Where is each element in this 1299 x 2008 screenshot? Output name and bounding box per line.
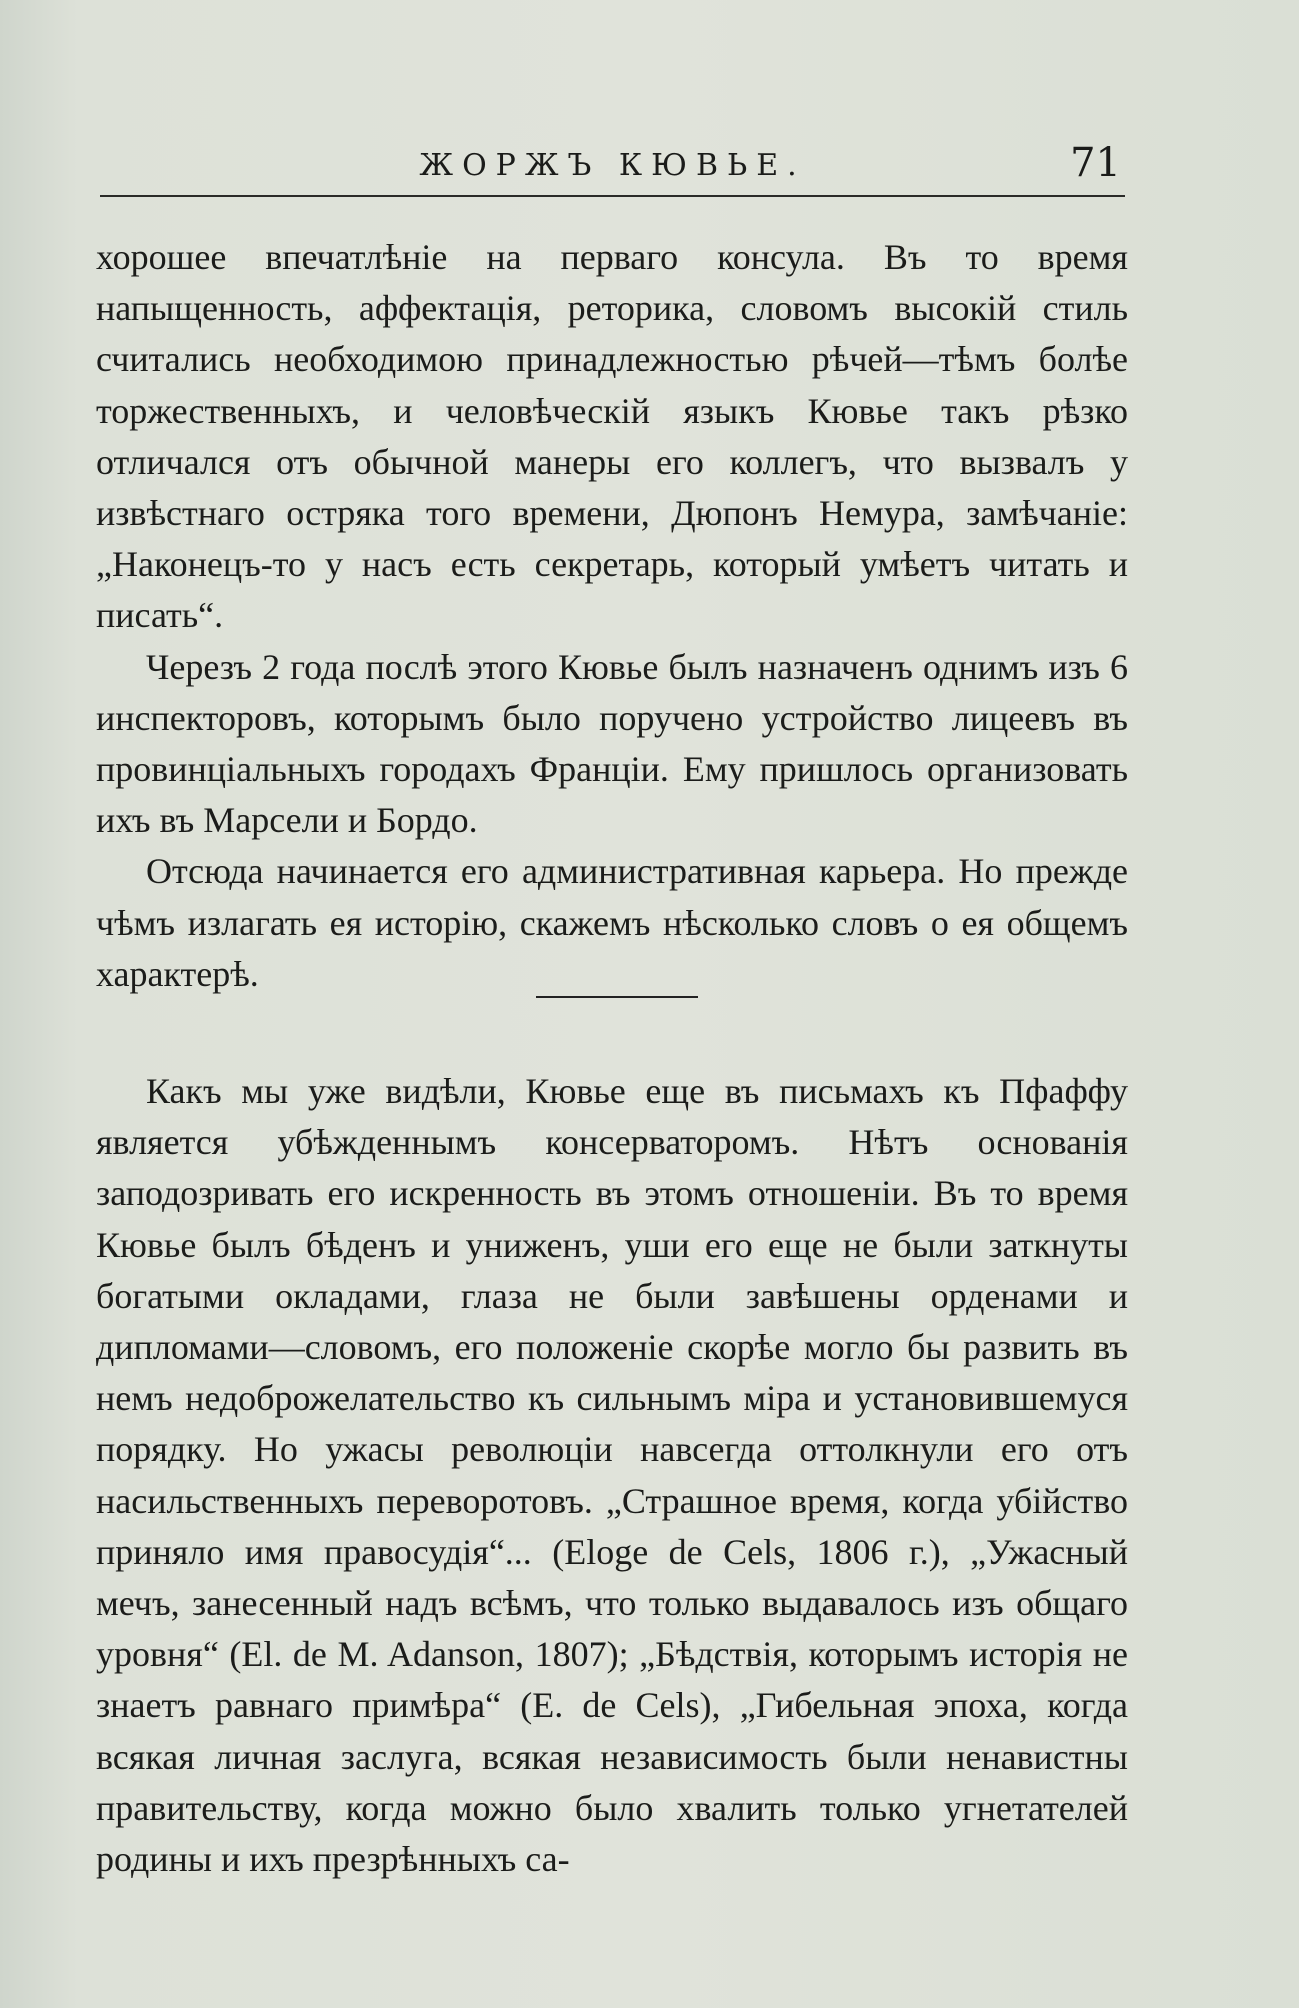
page-header <box>100 140 1125 196</box>
header-rule <box>100 195 1125 197</box>
paragraph: Какъ мы уже видѣли, Кювье еще въ письмахъ къ Пфаффу является убѣжденнымъ консерваторомъ. Нѣтъ основанія заподозривать его искренность въ этомъ отношеніи. Въ то время Кювье былъ бѣденъ и униженъ, уши его еще не были заткнуты богатыми окладами, глаза не были завѣшены орденами и дипломами—словомъ, его положеніе скорѣе могло бы развить въ немъ недоброжелательство къ сильнымъ міра и установившемуся порядку. Но ужасы революціи навсегда оттолкнули его отъ насильственныхъ переворотовъ. „Страшное время, когда убійство приняло имя правосудія“... (Eloge de Cels, 1806 г.), „Ужасный мечъ, занесенный надъ всѣмъ, что только выдавалось изъ общаго уровня“ (El. de M. Adanson, 1807); „Бѣдствія, которымъ исторія не знаетъ равнаго примѣра“ (E. de Cels), „Гибельная эпоха, когда всякая личная заслуга, всякая независимость были ненавистны правительству, когда можно было хвалить только угнетателей родины и ихъ презрѣнныхъ са- <box>96 1071 1128 1880</box>
section-break-rule <box>536 996 698 998</box>
paragraph: Отсюда начинается его административная карьера. Но прежде чѣмъ излагать ея исторію, скажемъ нѣсколько словъ о ея общемъ характерѣ. <box>96 851 1128 994</box>
paragraph-continued: хорошее впечатлѣніе на перваго консула. Въ то время напыщенность, аффектація, реторика, словомъ высокій стиль считались необходимою принадлежностью рѣчей—тѣмъ болѣе торжественныхъ, и человѣческій языкъ Кювье такъ рѣзко отличался отъ обычной манеры его коллегъ, что вызвалъ у извѣстнаго остряка того времени, Дюпонъ Немура, замѣчаніе: „Наконецъ-то у насъ есть секретарь, который умѣетъ читать и писать“. <box>96 237 1128 636</box>
running-title: ЖОРЖЪ КЮВЬЕ. <box>419 148 806 183</box>
text-block-after-break <box>96 1066 1128 1885</box>
paragraph: Черезъ 2 года послѣ этого Кювье былъ назначенъ однимъ изъ 6 инспекторовъ, которымъ было поручено устройство лицеевъ въ провинціальныхъ городахъ Франціи. Ему пришлось организовать ихъ въ Марсели и Бордо. <box>96 646 1128 841</box>
page-number: 71 <box>1070 140 1121 186</box>
text-block-before-break <box>96 232 1128 1000</box>
